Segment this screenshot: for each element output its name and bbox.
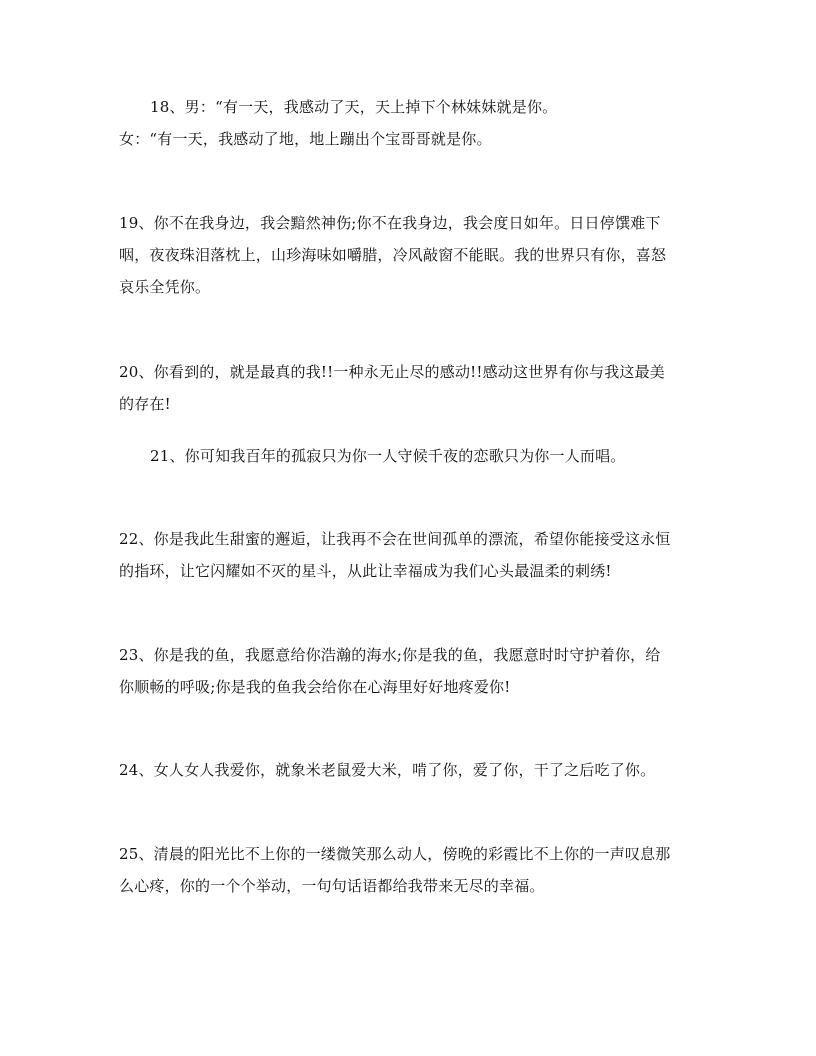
paragraph-22-line-1: 22、你是我此生甜蜜的邂逅，让我再不会在世间孤单的漂流，希望你能接受这永恒 [119, 530, 671, 548]
paragraph-23-line-2: 你顺畅的呼吸;你是我的鱼我会给你在心海里好好地疼爱你! [119, 678, 511, 696]
paragraph-21-line-1: 21、你可知我百年的孤寂只为你一人守候千夜的恋歌只为你一人而唱。 [150, 447, 626, 465]
paragraph-20-line-2: 的存在! [119, 395, 171, 413]
paragraph-19-line-3: 哀乐全凭你。 [119, 278, 211, 296]
paragraph-20-line-1: 20、你看到的，就是最真的我!!一种永无止尽的感动!!感动这世界有你与我这最美 [119, 363, 666, 381]
paragraph-24-line-1: 24、女人女人我爱你，就象米老鼠爱大米，啃了你，爱了你，干了之后吃了你。 [119, 761, 656, 779]
paragraph-25-line-2: 么心疼，你的一个个举动，一句句话语都给我带来无尽的幸福。 [119, 877, 545, 895]
paragraph-22-line-2: 的指环，让它闪耀如不灭的星斗，从此让幸福成为我们心头最温柔的刺绣! [119, 562, 612, 580]
paragraph-19-line-2: 咽，夜夜珠泪落枕上，山珍海味如嚼腊，冷风敲窗不能眠。我的世界只有你，喜怒 [119, 246, 667, 264]
paragraph-18-line-1: 18、男：“有一天，我感动了天，天上掉下个林妹妹就是你。 [150, 98, 558, 116]
paragraph-19-line-1: 19、你不在我身边，我会黯然神伤;你不在我身边，我会度日如年。日日停馔难下 [119, 214, 661, 232]
paragraph-23-line-1: 23、你是我的鱼，我愿意给你浩瀚的海水;你是我的鱼，我愿意时时守护着你，给 [119, 646, 661, 664]
paragraph-18-line-2: 女：“有一天，我感动了地，地上蹦出个宝哥哥就是你。 [119, 130, 492, 148]
paragraph-25-line-1: 25、清晨的阳光比不上你的一缕微笑那么动人，傍晚的彩霞比不上你的一声叹息那 [119, 845, 671, 863]
